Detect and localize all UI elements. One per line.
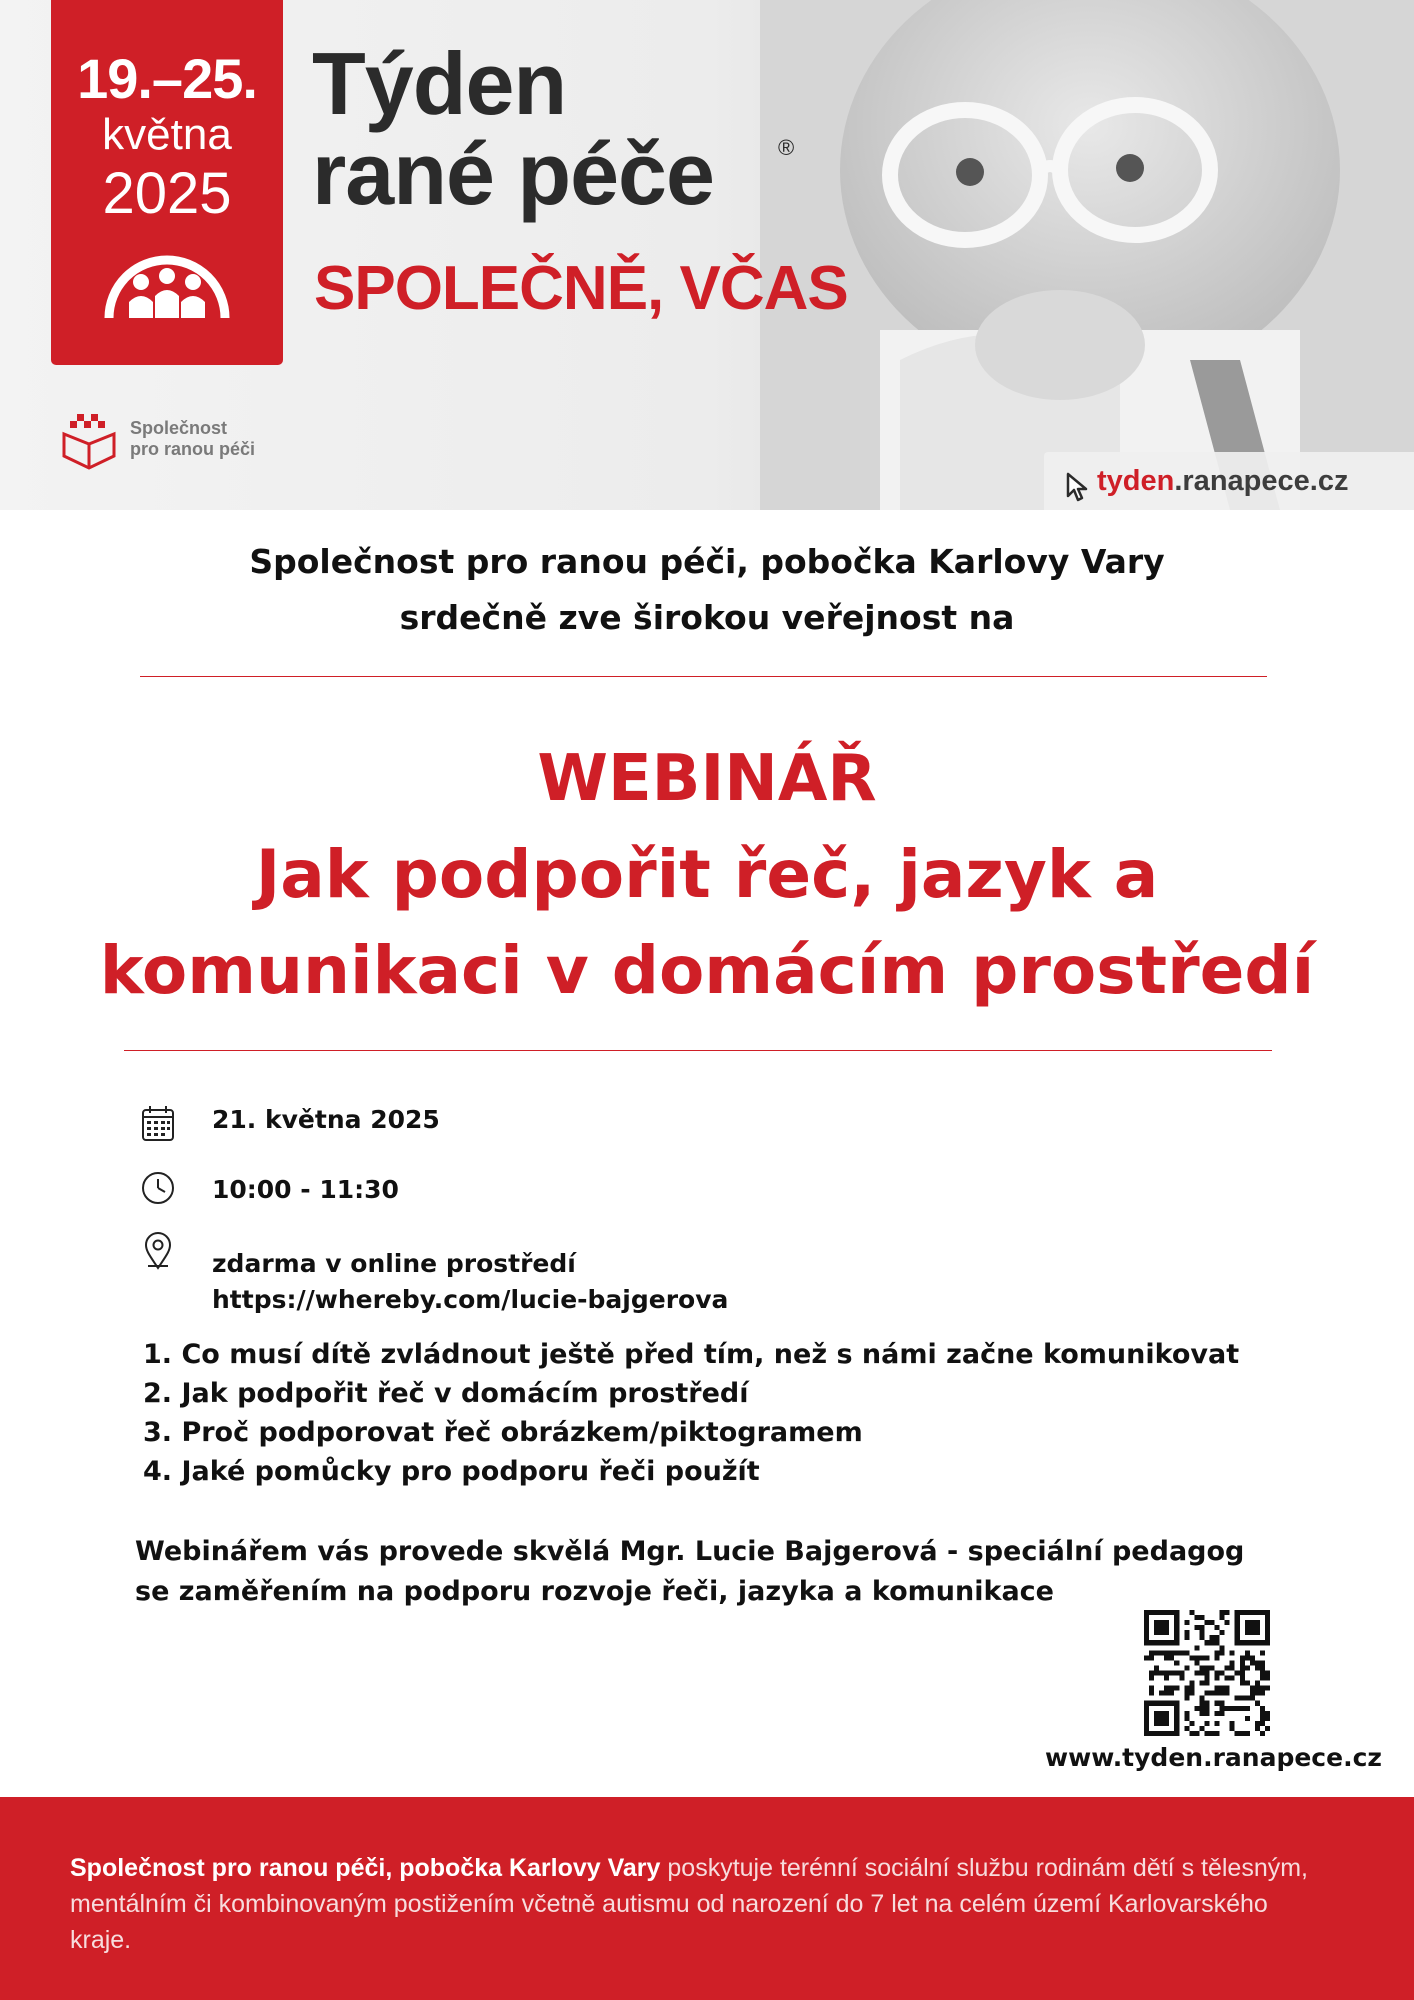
child-photo bbox=[760, 0, 1414, 510]
location-pin-icon bbox=[140, 1232, 176, 1272]
webinar-title-line1: Jak podpořit řeč, jazyk a bbox=[255, 836, 1159, 913]
date-month: května bbox=[102, 110, 232, 159]
date-range: 19.–25. bbox=[77, 47, 257, 110]
topic-item: 1. Co musí dítě zvládnout ještě před tím, než s námi začne komunikovat bbox=[143, 1339, 1240, 1370]
date-year: 2025 bbox=[102, 161, 232, 226]
webinar-kicker: WEBINÁŘ bbox=[537, 742, 877, 816]
website-badge-prefix: tyden bbox=[1097, 465, 1175, 497]
topic-list bbox=[143, 1335, 1239, 1491]
event-date: 21. května 2025 bbox=[212, 1105, 440, 1134]
date-box bbox=[51, 0, 283, 365]
organization-name bbox=[130, 418, 255, 460]
webinar-link[interactable]: https://whereby.com/lucie-bajgerova bbox=[212, 1285, 729, 1314]
qr-url-label[interactable]: www.tyden.ranapece.cz bbox=[1045, 1743, 1382, 1772]
presenter-info: Webinářem vás provede skvělá Mgr. Lucie Bajgerová - speciální pedagog se zaměřením na podporu rozvoje řeči, jazyka a komunikace bbox=[135, 1536, 1245, 1607]
footer-org-name: Společnost pro ranou péči, pobočka Karlovy Vary bbox=[70, 1854, 661, 1882]
webinar-title-line2: komunikaci v domácím prostředí bbox=[99, 932, 1315, 1009]
registered-mark: ® bbox=[778, 135, 795, 160]
footer-description: poskytuje terénní sociální službu rodinám dětí s tělesným, mentálním či kombinovaným postižením včetně autismu od narození do 7 let na celém území Karlovarského kraje. bbox=[70, 1854, 1308, 1954]
calendar-icon bbox=[140, 1104, 176, 1144]
topic-item: 2. Jak podpořit řeč v domácím prostředí bbox=[143, 1378, 749, 1409]
organization-logo-icon bbox=[60, 412, 118, 470]
footer-text bbox=[70, 1850, 1330, 1958]
clock-icon bbox=[140, 1168, 176, 1208]
divider-top bbox=[140, 676, 1267, 677]
event-tagline: SPOLEČNĚ, VČAS bbox=[314, 254, 848, 323]
topic-item: 4. Jaké pomůcky pro podporu řeči použít bbox=[143, 1456, 760, 1487]
family-logo-icon bbox=[101, 252, 233, 322]
invitation-line2: srdečně zve širokou veřejnost na bbox=[399, 598, 1015, 637]
event-title-line2: rané péče bbox=[312, 124, 714, 223]
cursor-icon bbox=[1066, 472, 1088, 502]
organization-name-line1: Společnost bbox=[130, 418, 228, 438]
event-place: zdarma v online prostředí bbox=[212, 1249, 576, 1278]
organization-name-line2: pro ranou péči bbox=[130, 439, 256, 459]
qr-code-icon[interactable] bbox=[1144, 1610, 1270, 1736]
website-badge-link[interactable] bbox=[1097, 465, 1348, 498]
divider-bottom bbox=[124, 1050, 1272, 1051]
website-badge-suffix: .ranapece.cz bbox=[1174, 465, 1349, 497]
event-title-line1: Týden bbox=[312, 34, 567, 133]
hero-banner bbox=[0, 0, 1414, 510]
invitation-line1: Společnost pro ranou péči, pobočka Karlovy Vary bbox=[249, 542, 1165, 581]
topic-item: 3. Proč podporovat řeč obrázkem/piktogramem bbox=[143, 1417, 863, 1448]
event-time: 10:00 - 11:30 bbox=[212, 1175, 399, 1204]
